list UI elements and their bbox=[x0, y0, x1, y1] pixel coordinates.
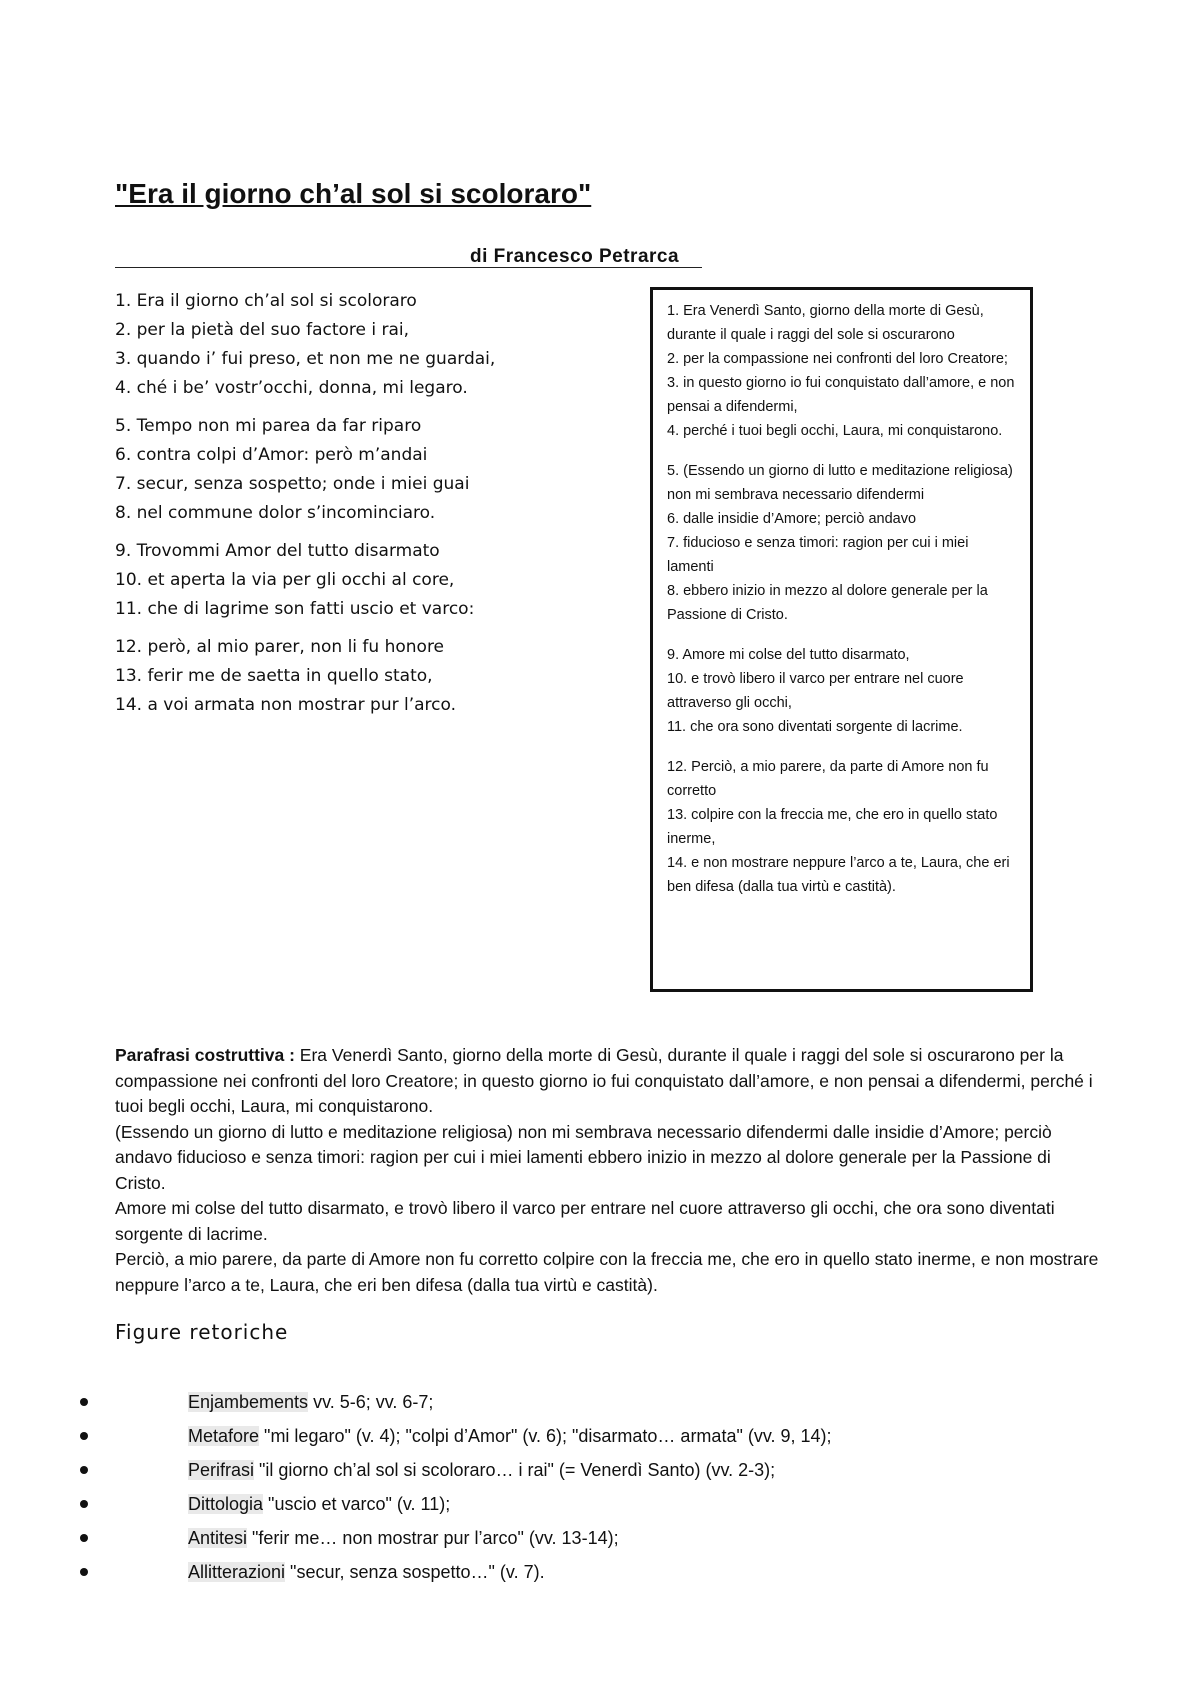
paraphrase-group-3 bbox=[667, 643, 1018, 739]
paraphrase-line: 3. in questo giorno io fui conquistato dall’amore, e non pensai a difendermi, bbox=[667, 375, 1015, 415]
parafrasi-paragraph bbox=[115, 1043, 1100, 1120]
paraphrase-line: 4. perché i tuoi begli occhi, Laura, mi conquistarono. bbox=[667, 423, 1003, 439]
paraphrase-group-4 bbox=[667, 755, 1018, 899]
figures-list bbox=[80, 1385, 1080, 1589]
list-item bbox=[80, 1555, 1080, 1589]
figure-text bbox=[188, 1453, 775, 1487]
stanza-1 bbox=[115, 287, 635, 403]
figure-text bbox=[188, 1555, 545, 1589]
stanza-3 bbox=[115, 537, 635, 624]
paraphrase-line: 13. colpire con la freccia me, che ero in quello stato inerme, bbox=[667, 807, 998, 847]
poem-title: "Era il giorno ch’al sol si scoloraro" bbox=[115, 178, 592, 209]
list-item bbox=[80, 1453, 1080, 1487]
figure-detail: vv. 5-6; vv. 6-7; bbox=[308, 1392, 434, 1412]
verse-9: 9. Trovommi Amor del tutto disarmato bbox=[115, 541, 440, 561]
parafrasi-text: Era Venerdì Santo, giorno della morte di Gesù, durante il quale i raggi del sole si oscurarono per la compassione nei confronti del loro Creatore; in questo giorno io fui conquistato dall’amore, e non pensai a difendermi, perché i tuoi begli occhi, Laura, mi conquistarono. bbox=[115, 1045, 1093, 1116]
paraphrase-line: 12. Perciò, a mio parere, da parte di Amore non fu corretto bbox=[667, 759, 989, 799]
figure-text bbox=[188, 1385, 433, 1419]
verse-10: 10. et aperta la via per gli occhi al core, bbox=[115, 570, 455, 590]
verse-2: 2. per la pietà del suo factore i rai, bbox=[115, 320, 410, 340]
paraphrase-line: 6. dalle insidie d’Amore; perciò andavo bbox=[667, 511, 917, 527]
verse-3: 3. quando i’ fui preso, et non me ne guardai, bbox=[115, 349, 496, 369]
paraphrase-line: 5. (Essendo un giorno di lutto e meditazione religiosa) non mi sembrava necessario difendermi bbox=[667, 463, 1013, 503]
paraphrase-line: 14. e non mostrare neppure l’arco a te, Laura, che eri ben difesa (dalla tua virtù e castità). bbox=[667, 855, 1010, 895]
verse-13: 13. ferir me de saetta in quello stato, bbox=[115, 666, 433, 686]
parafrasi-paragraph: (Essendo un giorno di lutto e meditazione religiosa) non mi sembrava necessario difendermi dalle insidie d’Amore; perciò andavo fiducioso e senza timori: ragion per cui i miei lamenti ebbero inizio in mezzo al dolore generale per la Passione di Cristo. bbox=[115, 1121, 1052, 1193]
list-item bbox=[80, 1385, 1080, 1419]
verse-1: 1. Era il giorno ch’al sol si scoloraro bbox=[115, 291, 417, 311]
verse-8: 8. nel commune dolor s’incominciaro. bbox=[115, 503, 436, 523]
parafrasi-section bbox=[115, 1043, 1100, 1298]
stanza-4 bbox=[115, 633, 635, 720]
paraphrase-line: 10. e trovò libero il varco per entrare nel cuore attraverso gli occhi, bbox=[667, 671, 964, 711]
paraphrase-group-1 bbox=[667, 299, 1018, 443]
paraphrase-line: 1. Era Venerdì Santo, giorno della morte di Gesù, durante il quale i raggi del sole si oscurarono bbox=[667, 303, 984, 343]
figure-name: Enjambements bbox=[188, 1392, 309, 1412]
poem-author: di Francesco Petrarca bbox=[470, 246, 680, 267]
figure-name: Metafore bbox=[188, 1426, 260, 1446]
figure-text bbox=[188, 1419, 832, 1453]
figures-heading: Figure retoriche bbox=[115, 1320, 289, 1344]
figure-detail: "il giorno ch’al sol si scoloraro… i rai" (= Venerdì Santo) (vv. 2-3); bbox=[254, 1460, 776, 1480]
figure-name: Allitterazioni bbox=[188, 1562, 286, 1582]
verse-12: 12. però, al mio parer, non li fu honore bbox=[115, 637, 445, 657]
stanza-2 bbox=[115, 412, 635, 528]
figure-detail: "uscio et varco" (v. 11); bbox=[263, 1494, 451, 1514]
verse-5: 5. Tempo non mi parea da far riparo bbox=[115, 416, 422, 436]
list-item bbox=[80, 1487, 1080, 1521]
verse-11: 11. che di lagrime son fatti uscio et varco: bbox=[115, 599, 475, 619]
paraphrase-group-2 bbox=[667, 459, 1018, 627]
list-item bbox=[80, 1419, 1080, 1453]
paraphrase-box bbox=[650, 287, 1033, 992]
parafrasi-paragraph: Perciò, a mio parere, da parte di Amore non fu corretto colpire con la freccia me, che ero in quello stato inerme, e non mostrare neppure l’arco a te, Laura, che eri ben difesa (dalla tua virtù e castità). bbox=[115, 1249, 1099, 1295]
verse-14: 14. a voi armata non mostrar pur l’arco. bbox=[115, 695, 457, 715]
parafrasi-paragraph: Amore mi colse del tutto disarmato, e trovò libero il varco per entrare nel cuore attraverso gli occhi, che ora sono diventati sorgente di lacrime. bbox=[115, 1198, 1055, 1244]
figure-name: Antitesi bbox=[188, 1528, 248, 1548]
figure-name: Dittologia bbox=[188, 1494, 264, 1514]
figure-detail: "secur, senza sospetto…" (v. 7). bbox=[285, 1562, 545, 1582]
figure-name: Perifrasi bbox=[188, 1460, 255, 1480]
verse-6: 6. contra colpi d’Amor: però m’andai bbox=[115, 445, 428, 465]
list-item bbox=[80, 1521, 1080, 1555]
figure-detail: "ferir me… non mostrar pur l’arco" (vv. 13-14); bbox=[247, 1528, 619, 1548]
poem-text bbox=[115, 287, 635, 729]
figure-text bbox=[188, 1521, 619, 1555]
paraphrase-line: 11. che ora sono diventati sorgente di lacrime. bbox=[667, 719, 963, 735]
parafrasi-label: Parafrasi costruttiva : bbox=[115, 1045, 295, 1065]
paraphrase-line: 7. fiducioso e senza timori: ragion per cui i miei lamenti bbox=[667, 535, 969, 575]
figure-text bbox=[188, 1487, 450, 1521]
figure-detail: "mi legaro" (v. 4); "colpi d’Amor" (v. 6); "disarmato… armata" (vv. 9, 14); bbox=[259, 1426, 832, 1446]
paraphrase-line: 2. per la compassione nei confronti del loro Creatore; bbox=[667, 351, 1008, 367]
paraphrase-line: 8. ebbero inizio in mezzo al dolore generale per la Passione di Cristo. bbox=[667, 583, 988, 623]
verse-7: 7. secur, senza sospetto; onde i miei guai bbox=[115, 474, 470, 494]
verse-4: 4. ché i be’ vostr’occhi, donna, mi legaro. bbox=[115, 378, 468, 398]
paraphrase-line: 9. Amore mi colse del tutto disarmato, bbox=[667, 647, 910, 663]
